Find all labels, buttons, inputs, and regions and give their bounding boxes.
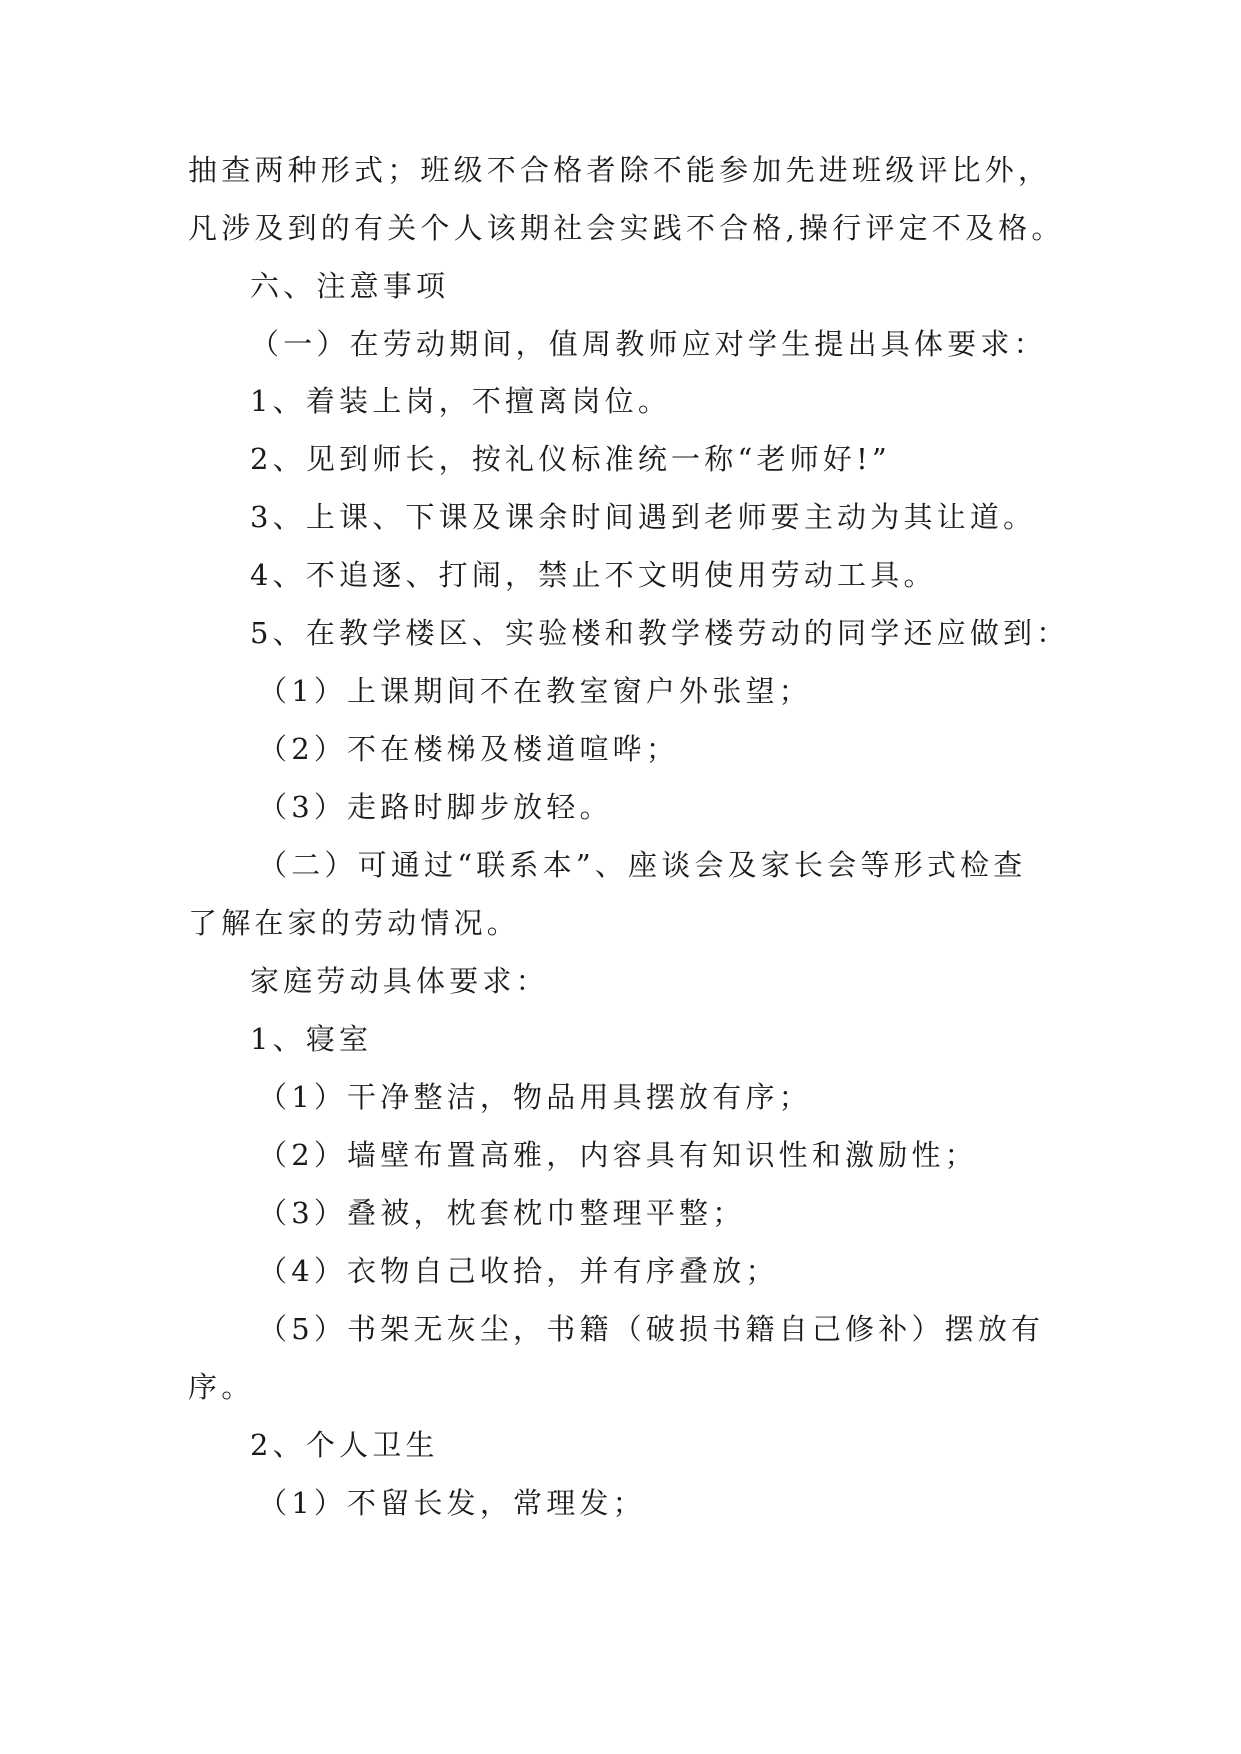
text-line: （二）可通过“联系本”、座谈会及家长会等形式检查 [258, 848, 1027, 882]
text-line: （一）在劳动期间，值周教师应对学生提出具体要求： [250, 327, 1047, 361]
list-item: （1）干净整洁，物品用具摆放有序； [258, 1080, 812, 1114]
list-item: （3）走路时脚步放轻。 [258, 790, 613, 824]
list-item: 4、不追逐、打闹，禁止不文明使用劳动工具。 [250, 558, 937, 592]
list-item: （2）墙壁布置高雅，内容具有知识性和激励性； [258, 1138, 978, 1172]
text-line: 抽查两种形式；班级不合格者除不能参加先进班级评比外， [188, 153, 1052, 187]
list-item: 5、在教学楼区、实验楼和教学楼劳动的同学还应做到： [250, 616, 1070, 650]
list-item: 2、个人卫生 [250, 1428, 439, 1462]
list-item: （1）上课期间不在教室窗户外张望； [258, 674, 812, 708]
list-item: 1、着装上岗，不擅离岗位。 [250, 384, 672, 418]
text-line: 了解在家的劳动情况。 [188, 906, 521, 940]
section-heading: 六、注意事项 [250, 269, 450, 303]
list-item: （3）叠被，枕套枕巾整理平整； [258, 1196, 746, 1230]
list-item: 3、上课、下课及课余时间遇到老师要主动为其让道。 [250, 500, 1037, 534]
section-heading: 家庭劳动具体要求： [250, 964, 549, 998]
list-item: （2）不在楼梯及楼道喧哗； [258, 732, 680, 766]
text-line: 序。 [188, 1370, 255, 1404]
list-item: 2、见到师长，按礼仪标准统一称“老师好!” [250, 442, 891, 476]
list-item: （5）书架无灰尘，书籍（破损书籍自己修补）摆放有 [258, 1312, 1045, 1346]
list-item: （1）不留长发，常理发； [258, 1486, 646, 1520]
list-item: 1、寝室 [250, 1022, 373, 1056]
list-item: （4）衣物自己收拾，并有序叠放； [258, 1254, 779, 1288]
text-line: 凡涉及到的有关个人该期社会实践不合格,操行评定不及格。 [188, 211, 1065, 245]
